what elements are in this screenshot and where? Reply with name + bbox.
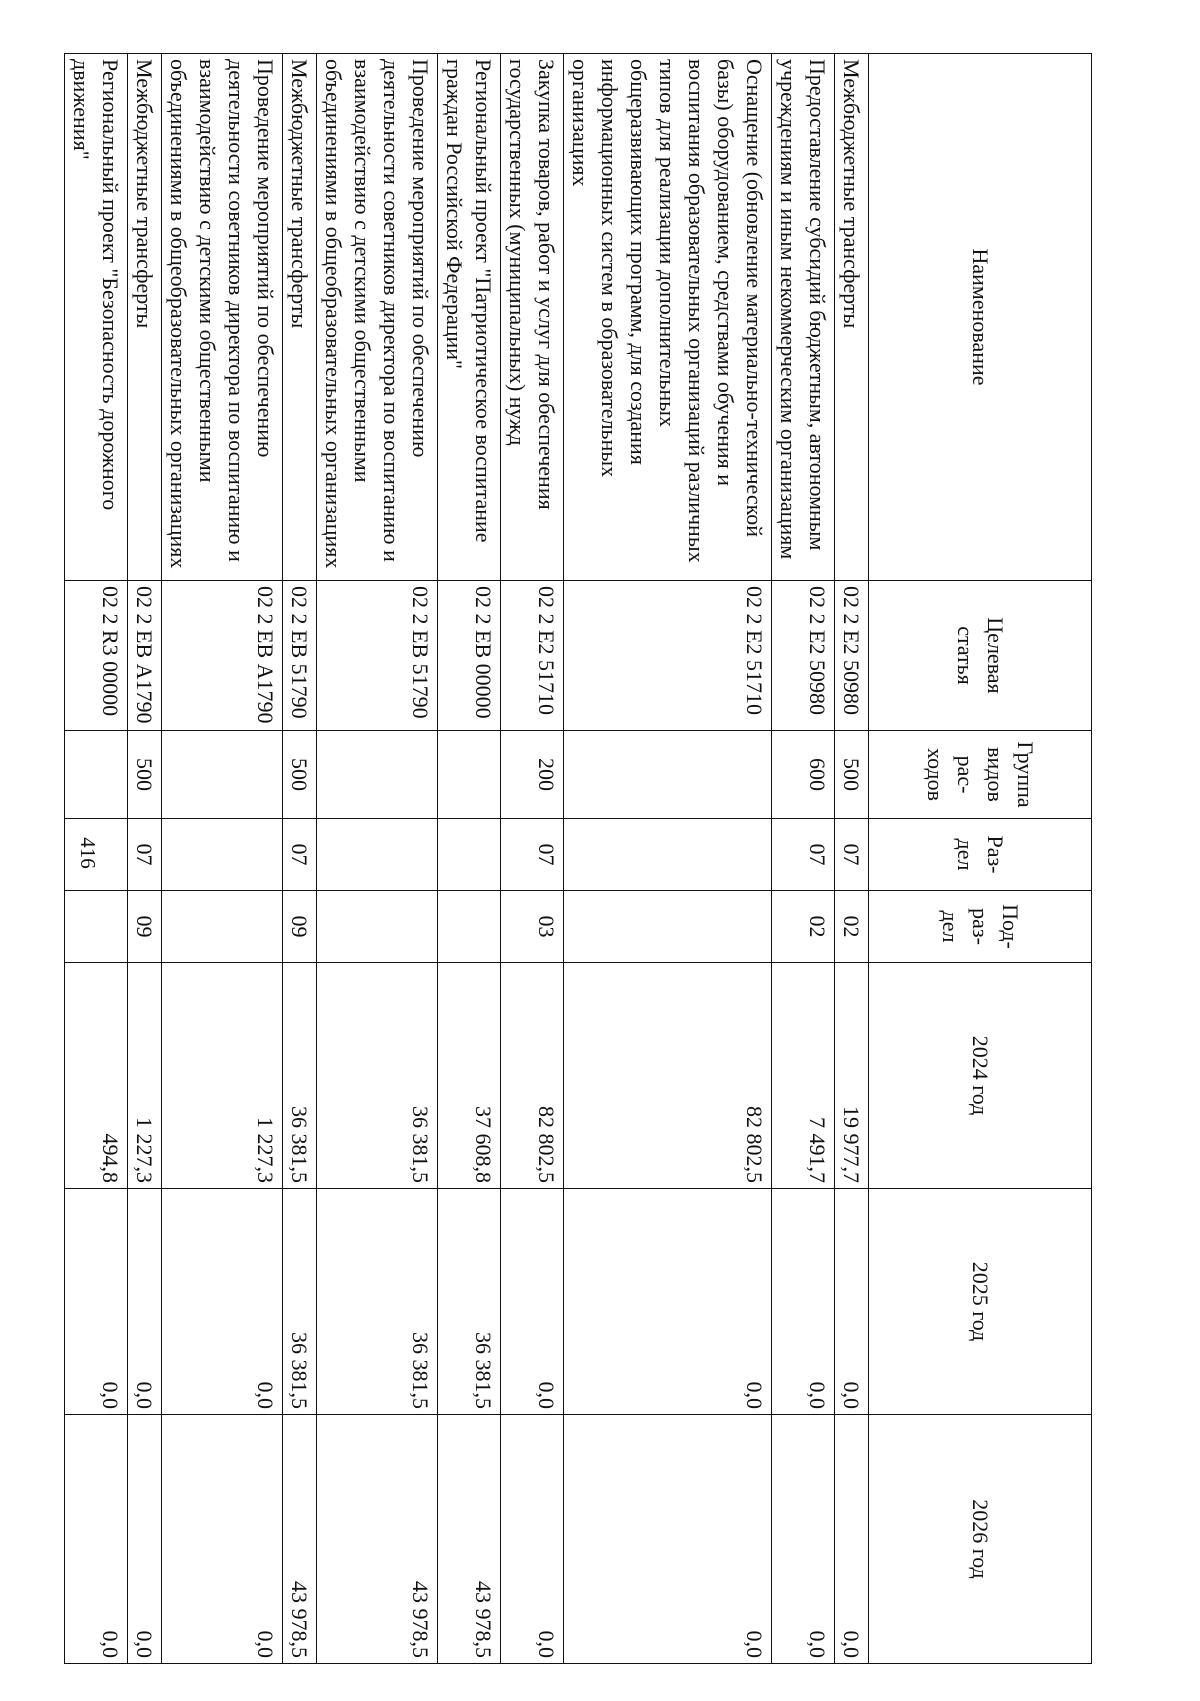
row-2024: 82 802,5 [564, 963, 772, 1189]
header-name: Наименование [869, 54, 1092, 581]
row-2026: 0,0 [564, 1415, 772, 1664]
table-row [317, 54, 438, 1664]
header-target: Целевая статья [869, 581, 1092, 731]
row-section: 07 [835, 819, 869, 891]
row-name: Предоставление субсидий бюджетным, автономным учреждениям и иным некоммерческим организациям [772, 54, 835, 581]
row-2024: 37 608,8 [438, 963, 501, 1189]
row-2025: 0,0 [501, 1189, 564, 1415]
row-2025: 0,0 [162, 1189, 283, 1415]
row-target: 02 2 ЕВ А1790 [128, 581, 162, 731]
row-2024: 1 227,3 [162, 963, 283, 1189]
row-target: 02 2 R3 00000 [65, 581, 128, 731]
row-target: 02 2 Е2 50980 [835, 581, 869, 731]
row-subsection: 02 [772, 891, 835, 963]
row-group: 500 [283, 731, 317, 819]
table-row [564, 54, 772, 1664]
row-2026: 0,0 [501, 1415, 564, 1664]
row-group [438, 731, 501, 819]
table-row [438, 54, 501, 1664]
row-name: Региональный проект "Безопасность дорожного движения" [65, 54, 128, 581]
table-row [772, 54, 835, 1664]
table-row [835, 54, 869, 1664]
row-section [564, 819, 772, 891]
row-name: Межбюджетные трансферты [128, 54, 162, 581]
row-section: 07 [501, 819, 564, 891]
row-section [317, 819, 438, 891]
row-2024: 82 802,5 [501, 963, 564, 1189]
row-subsection [438, 891, 501, 963]
row-2026: 0,0 [835, 1415, 869, 1664]
row-2025: 36 381,5 [438, 1189, 501, 1415]
row-subsection [317, 891, 438, 963]
header-2025: 2025 год [869, 1189, 1092, 1415]
row-section: 07 [128, 819, 162, 891]
row-section: 07 [772, 819, 835, 891]
row-section: 07 [283, 819, 317, 891]
header-2026: 2026 год [869, 1415, 1092, 1664]
row-2026: 43 978,5 [438, 1415, 501, 1664]
row-2024: 494,8 [65, 963, 128, 1189]
row-2026: 0,0 [772, 1415, 835, 1664]
row-2026: 0,0 [128, 1415, 162, 1664]
row-name: Закупка товаров, работ и услуг для обеспечения государственных (муниципальных) нужд [501, 54, 564, 581]
page-number: 416 [76, 837, 100, 869]
row-section [65, 819, 128, 891]
row-name: Оснащение (обновление материально-технической базы) оборудованием, средствами обучения и воспитания образовательных организаций различных типов для реализации дополнительных общеразвивающих программ, для создания информационных систем в образовательных организациях [564, 54, 772, 581]
row-2024: 36 381,5 [317, 963, 438, 1189]
row-2025: 36 381,5 [317, 1189, 438, 1415]
row-2026: 0,0 [65, 1415, 128, 1664]
row-2024: 19 977,7 [835, 963, 869, 1189]
row-subsection: 09 [128, 891, 162, 963]
row-name: Проведение мероприятий по обеспечению деятельности советников директора по воспитанию и взаимодействию с детскими общественными объединениями в общеобразовательных организациях [317, 54, 438, 581]
row-subsection: 03 [501, 891, 564, 963]
budget-table [64, 53, 1092, 1664]
row-group [564, 731, 772, 819]
row-subsection [564, 891, 772, 963]
row-section [162, 819, 283, 891]
table-row [162, 54, 283, 1664]
row-target: 02 2 ЕВ А1790 [162, 581, 283, 731]
row-2024: 1 227,3 [128, 963, 162, 1189]
row-2026: 0,0 [162, 1415, 283, 1664]
row-target: 02 2 ЕВ 51790 [283, 581, 317, 731]
row-subsection: 02 [835, 891, 869, 963]
row-target: 02 2 Е2 50980 [772, 581, 835, 731]
row-target: 02 2 ЕВ 00000 [438, 581, 501, 731]
row-2025: 0,0 [65, 1189, 128, 1415]
row-name: Региональный проект "Патриотическое воспитание граждан Российской Федерации" [438, 54, 501, 581]
row-subsection [162, 891, 283, 963]
row-group [317, 731, 438, 819]
row-2024: 36 381,5 [283, 963, 317, 1189]
table-row [283, 54, 317, 1664]
row-2025: 0,0 [772, 1189, 835, 1415]
row-name: Межбюджетные трансферты [283, 54, 317, 581]
row-subsection [65, 891, 128, 963]
row-subsection: 09 [283, 891, 317, 963]
header-subsection: Под- раз- дел [869, 891, 1092, 963]
row-group: 200 [501, 731, 564, 819]
row-2025: 0,0 [128, 1189, 162, 1415]
row-name: Межбюджетные трансферты [835, 54, 869, 581]
row-target: 02 2 Е2 51710 [564, 581, 772, 731]
header-2024: 2024 год [869, 963, 1092, 1189]
row-group [65, 731, 128, 819]
table-header-row [869, 54, 1092, 1664]
row-2024: 7 491,7 [772, 963, 835, 1189]
row-name: Проведение мероприятий по обеспечению деятельности советников директора по воспитанию и взаимодействию с детскими общественными объединениями в общеобразовательных организациях [162, 54, 283, 581]
table-row [128, 54, 162, 1664]
row-2025: 36 381,5 [283, 1189, 317, 1415]
row-group: 600 [772, 731, 835, 819]
row-group: 500 [835, 731, 869, 819]
row-section [438, 819, 501, 891]
row-2026: 43 978,5 [317, 1415, 438, 1664]
header-section: Раз- дел [869, 819, 1092, 891]
row-group [162, 731, 283, 819]
row-target: 02 2 Е2 51710 [501, 581, 564, 731]
row-2025: 0,0 [564, 1189, 772, 1415]
table-row [501, 54, 564, 1664]
row-2025: 0,0 [835, 1189, 869, 1415]
row-target: 02 2 ЕВ 51790 [317, 581, 438, 731]
row-2026: 43 978,5 [283, 1415, 317, 1664]
header-group: Группа видов рас- ходов [869, 731, 1092, 819]
row-group: 500 [128, 731, 162, 819]
table-row [65, 54, 128, 1664]
